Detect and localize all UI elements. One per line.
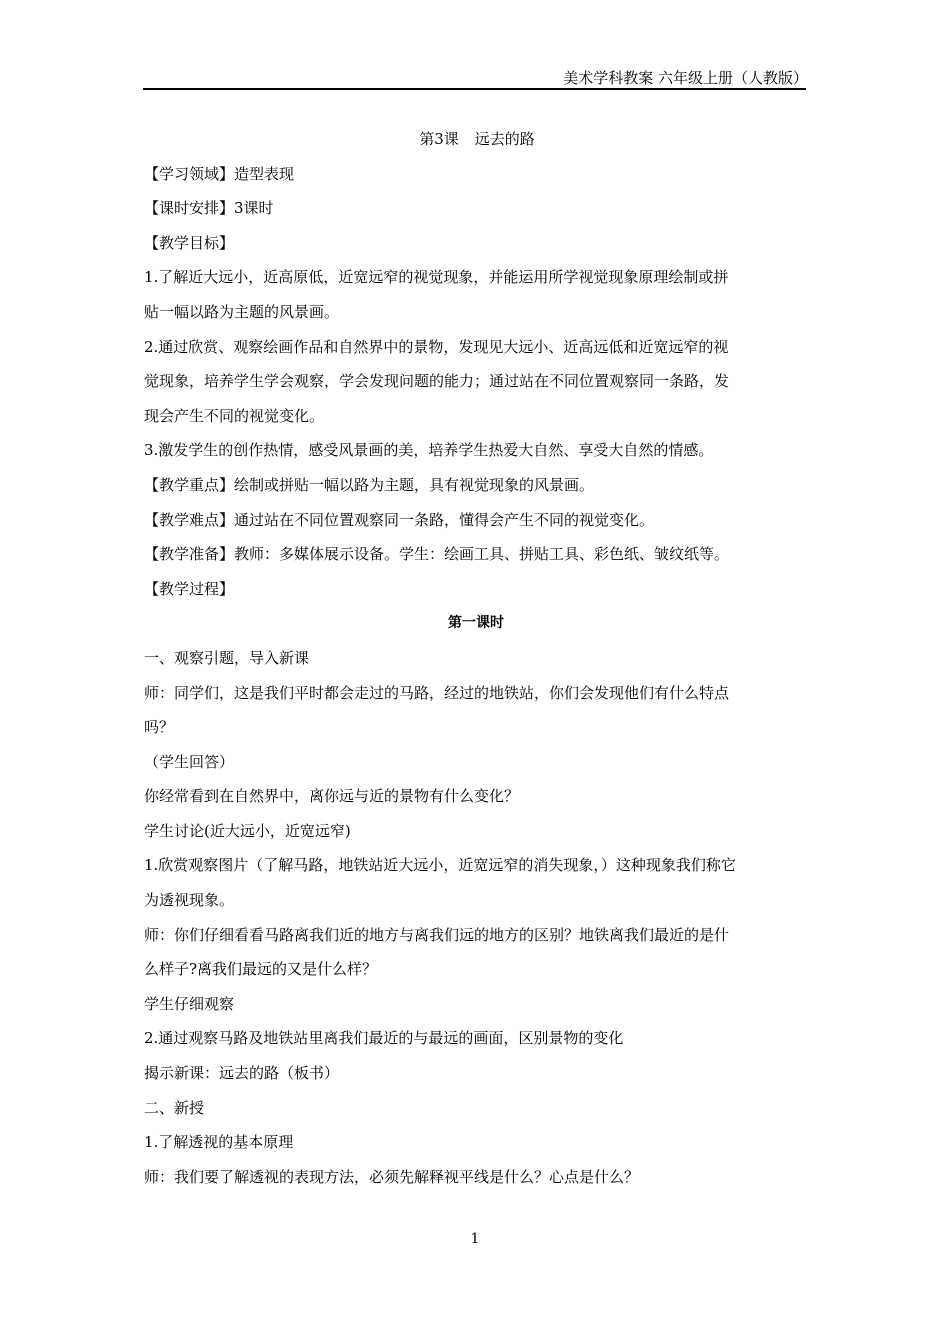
paragraph-line: 二、新授 — [144, 1098, 205, 1117]
paragraph-line: 1.了解透视的基本原理 — [144, 1133, 294, 1152]
paragraph-line: 3.激发学生的创作热情，感受风景画的美，培养学生热爱大自然、享受大自然的情感。 — [144, 441, 714, 460]
header-divider — [143, 88, 806, 90]
paragraph-line: 【教学准备】教师：多媒体展示设备。学生：绘画工具、拼贴工具、彩色纸、皱纹纸等。 — [144, 545, 730, 564]
lesson-title — [144, 122, 808, 157]
paragraph-line: 贴一幅以路为主题的风景画。 — [144, 302, 340, 321]
lesson-name: 远去的路 — [474, 130, 535, 148]
paragraph-line: 【学习领域】造型表现 — [144, 164, 295, 183]
paragraph-line: 你经常看到在自然界中，离你远与近的景物有什么变化？ — [144, 787, 520, 806]
paragraph-line: 师：同学们，这是我们平时都会走过的马路，经过的地铁站，你们会发现他们有什么特点 — [144, 683, 730, 702]
paragraph-line: 吗？ — [144, 718, 175, 737]
paragraph-line: 学生讨论(近大远小，近宽远窄) — [144, 821, 351, 840]
paragraph-line: 【教学目标】 — [144, 233, 235, 252]
page-header: 美术学科教案 六年级上册（人教版） — [563, 69, 808, 87]
paragraph-line: 师：你们仔细看看马路离我们近的地方与离我们远的地方的区别？地铁离我们最近的是什 — [144, 925, 730, 944]
paragraph-line: 为透视现象。 — [144, 891, 235, 910]
paragraph-line: 【教学重点】绘制或拼贴一幅以路为主题，具有视觉现象的风景画。 — [144, 475, 595, 494]
paragraph-line: 2.通过欣赏、观察绘画作品和自然界中的景物，发现见大远小、近高远低和近宽远窄的视 — [144, 337, 729, 356]
paragraph-line: 1.欣赏观察图片（了解马路，地铁站近大远小，近宽远窄的消失现象，）这种现象我们称它 — [144, 856, 736, 875]
lesson-number: 第3课 — [419, 130, 459, 148]
paragraph-line: 2.通过观察马路及地铁站里离我们最近的与最远的画面，区别景物的变化 — [144, 1029, 624, 1048]
paragraph-line: 现会产生不同的视觉变化。 — [144, 406, 325, 425]
paragraph-line: 学生仔细观察 — [144, 994, 235, 1013]
paragraph-line: 【教学难点】通过站在不同位置观察同一条路，懂得会产生不同的视觉变化。 — [144, 510, 655, 529]
paragraph-line: 觉现象，培养学生学会观察，学会发现问题的能力；通过站在不同位置观察同一条路，发 — [144, 372, 730, 391]
paragraph-line: 师：我们要了解透视的表现方法，必须先解释视平线是什么？心点是什么？ — [144, 1167, 640, 1186]
paragraph-line: 一、观察引题，导入新课 — [144, 648, 310, 667]
page-number: 1 — [470, 1231, 480, 1247]
paragraph-line: （学生回答） — [144, 752, 235, 771]
paragraph-line: 【课时安排】3课时 — [144, 199, 274, 218]
document-body — [144, 122, 808, 1194]
paragraph-line: 【教学过程】 — [144, 579, 235, 598]
paragraph-line: 1.了解近大远小，近高原低，近宽远窄的视觉现象，并能运用所学视觉现象原理绘制或拼 — [144, 268, 729, 287]
paragraph-line: 揭示新课：远去的路（板书） — [144, 1064, 340, 1083]
paragraph-line: 么样子?离我们最远的又是什么样？ — [144, 960, 378, 979]
section-title: 第一课时 — [448, 615, 504, 632]
